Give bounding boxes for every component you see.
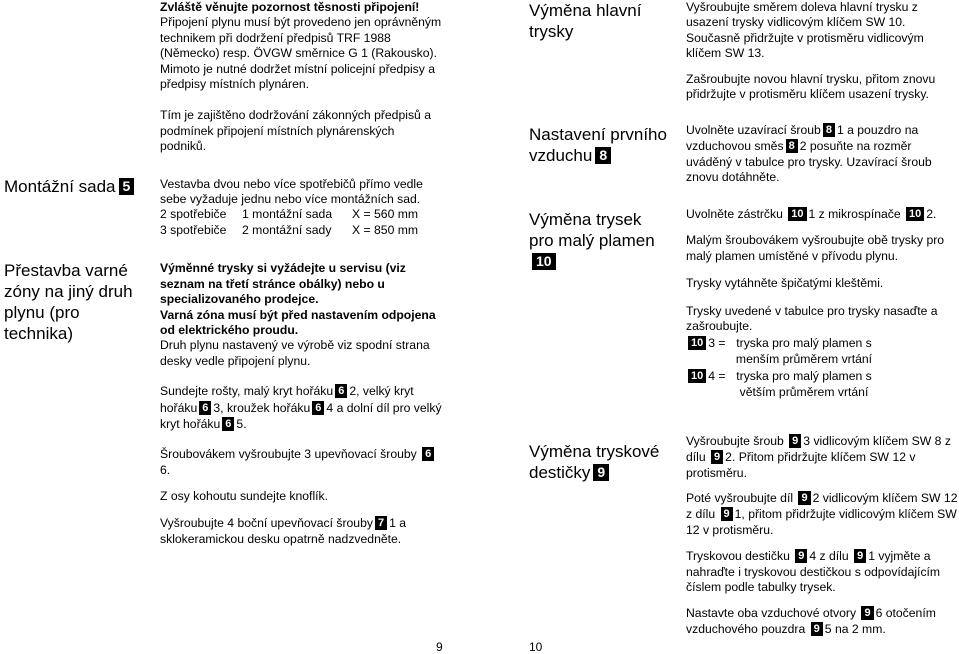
- figure-badge: 9: [789, 434, 801, 448]
- figure-badge: 9: [593, 464, 609, 481]
- holder-step-4: Nastavte oba vzduchové otvory 9 6 otočením vzduchového pouzdra 9 5 na 2 mm.: [686, 606, 936, 636]
- col4-main-nozzle: [686, 0, 956, 102]
- figure-badge: 10: [688, 369, 706, 383]
- figure-badge: 6: [312, 401, 324, 415]
- col4-holder: [686, 434, 958, 638]
- figure-badge: 8: [823, 123, 835, 137]
- heading-nastaveni-vzduchu: Nastavení prvního vzduchu 8: [529, 125, 667, 165]
- warning-line-1: Zvláště věnujte pozornost těsnosti připojení!: [160, 0, 420, 14]
- figure-badge: 8: [595, 147, 611, 164]
- figure-badge: 9: [721, 507, 733, 521]
- figure-badge: 9: [811, 622, 823, 636]
- section-heading-prestavba: Přestavba varné zóny na jiný druh plynu (pro technika): [4, 261, 133, 343]
- figure-badge: 10: [688, 336, 706, 350]
- heading-vymena-tryskove-desticky: Výměna tryskové destičky 9: [529, 442, 660, 482]
- service-note: Výměnné trysky si vyžádejte u servisu (viz seznam na třetí stránce obálky) nebo u specializovaného prodejce.: [160, 261, 406, 307]
- holder-step-2: Poté vyšroubujte díl 9 2 vidlicovým klíčem SW 12 z dílu 9 1, přitom přidržujte vidlicovým klíčem SW 12 v protisměru.: [686, 491, 958, 537]
- left-sidebar: [4, 176, 149, 197]
- figure-badge: 9: [795, 549, 807, 563]
- install-row: 3 spotřebiče 2 montážní sady X = 850 mm: [160, 222, 419, 237]
- warning-line-2: Připojení plynu musí být provedeno jen oprávněným technikem při dodržení předpisů TRF 1988 (Německo) resp. ÖVGW směrnice G 1 (Rakousko).: [160, 15, 442, 61]
- figure-badge: 6: [222, 417, 234, 431]
- power-off-note: Varná zóna musí být před nastavením odpojena od elektrického proudu.: [160, 307, 436, 337]
- page-number-right: 10: [529, 640, 543, 654]
- figure-badge: 9: [711, 450, 723, 464]
- section-heading-montazni-sada: Montážní sada 5: [4, 176, 149, 197]
- holder-step-1: Vyšroubujte šroub 9 3 vidlicovým klíčem SW 8 z dílu 9 2. Přitom přidržujte klíčem SW 12 v protisměru.: [686, 434, 951, 480]
- small-flame-step-4: Trysky uvedené v tabulce pro trysky nasaďte a zašroubujte.: [686, 303, 938, 334]
- warning-line-3: Mimoto je nutné dodržet místní policejní předpisy a předpisy místních plynáren.: [160, 61, 436, 92]
- figure-badge: 6: [335, 384, 347, 398]
- figure-badge: 9: [798, 491, 810, 505]
- figure-badge: 6: [422, 447, 434, 461]
- page-number-left: 9: [436, 640, 443, 654]
- screws-text: Šroubovákem vyšroubujte 3 upevňovací šrouby 66.: [160, 446, 442, 479]
- gas-type-note: Druh plynu nastavený ve výrobě viz spodní strana desky vedle připojení plynu.: [160, 338, 430, 368]
- figure-badge: 5: [119, 178, 135, 195]
- heading-vymena-hlavni-trysky: Výměna hlavní trysky: [529, 1, 642, 41]
- small-flame-item-3: 10 3 = tryska pro malý plamen s menším průměrem vrtání: [686, 336, 956, 367]
- knob-text: Z osy kohoutu sundejte knoflík.: [160, 488, 329, 503]
- small-flame-step-1: Uvolněte zástrčku 10 1 z mikrospínače 10 2.: [686, 207, 937, 221]
- figure-badge: 9: [854, 549, 866, 563]
- main-nozzle-step-2: Zašroubujte novou hlavní trysku, přitom znovu přidržujte v protisměru klíčem usazení trysky.: [686, 71, 936, 102]
- compliance-text: Tím je zajištěno dodržování zákonných předpisů a podmínek připojení místních plynárenských podniků.: [160, 108, 431, 154]
- side-screws-text: Vyšroubujte 4 boční upevňovací šrouby 7 1 a sklokeramickou desku opatrně nadzvedněte.: [160, 516, 407, 547]
- heading-vymena-trysek-maly-plamen: Výměna trysek pro malý plamen10: [529, 210, 655, 269]
- main-nozzle-step-1: Vyšroubujte směrem doleva hlavní trysku z usazení trysky vidlicovým klíčem SW 10. Současně přidržujte v protisměru vidlicovým klíčem SW 13.: [686, 0, 924, 61]
- figure-badge: 9: [861, 606, 873, 620]
- col4-small-flame: [686, 207, 956, 400]
- figure-badge: 10: [532, 253, 556, 270]
- col4-air: Uvolněte uzavírací šroub 8 1 a pouzdro na vzduchovou směs 8 2 posuňte na rozměr uváděný v tabulce pro trysky. Uzavírací šroub znovu dotáhněte.: [686, 123, 932, 185]
- col2-content: [160, 0, 442, 547]
- figure-badge: 10: [788, 207, 806, 221]
- install-row: 2 spotřebiče 1 montážní sada X = 560 mm: [160, 207, 419, 222]
- figure-badge: 6: [199, 401, 211, 415]
- small-flame-step-3: Trysky vytáhněte špičatými kleštěmi.: [686, 276, 884, 291]
- install-intro: Vestavba dvou nebo více spotřebičů přímo vedle sebe vyžaduje jednu nebo více montážních sad.: [160, 176, 423, 207]
- remove-parts-text: Sundejte rošty, malý kryt hořáku 6 2, velký kryt hořáku 6 3, kroužek hořáku 6 4 a dolní díl pro velký kryt hořáku 6 5.: [160, 384, 442, 432]
- holder-step-3: Tryskovou destičku 9 4 z dílu 9 1 vyjměte a nahraďte i tryskovou destičkou s odpovídajícím číslem podle tabulky trysek.: [686, 548, 941, 595]
- small-flame-item-4: 10 4 = tryska pro malý plamen s větším průměrem vrtání: [686, 369, 956, 400]
- small-flame-step-2: Malým šroubovákem vyšroubujte obě trysky pro malý plamen umístěné v přívodu plynu.: [686, 233, 945, 263]
- figure-badge: 7: [375, 516, 387, 530]
- figure-badge: 8: [786, 139, 798, 153]
- figure-badge: 10: [906, 207, 924, 221]
